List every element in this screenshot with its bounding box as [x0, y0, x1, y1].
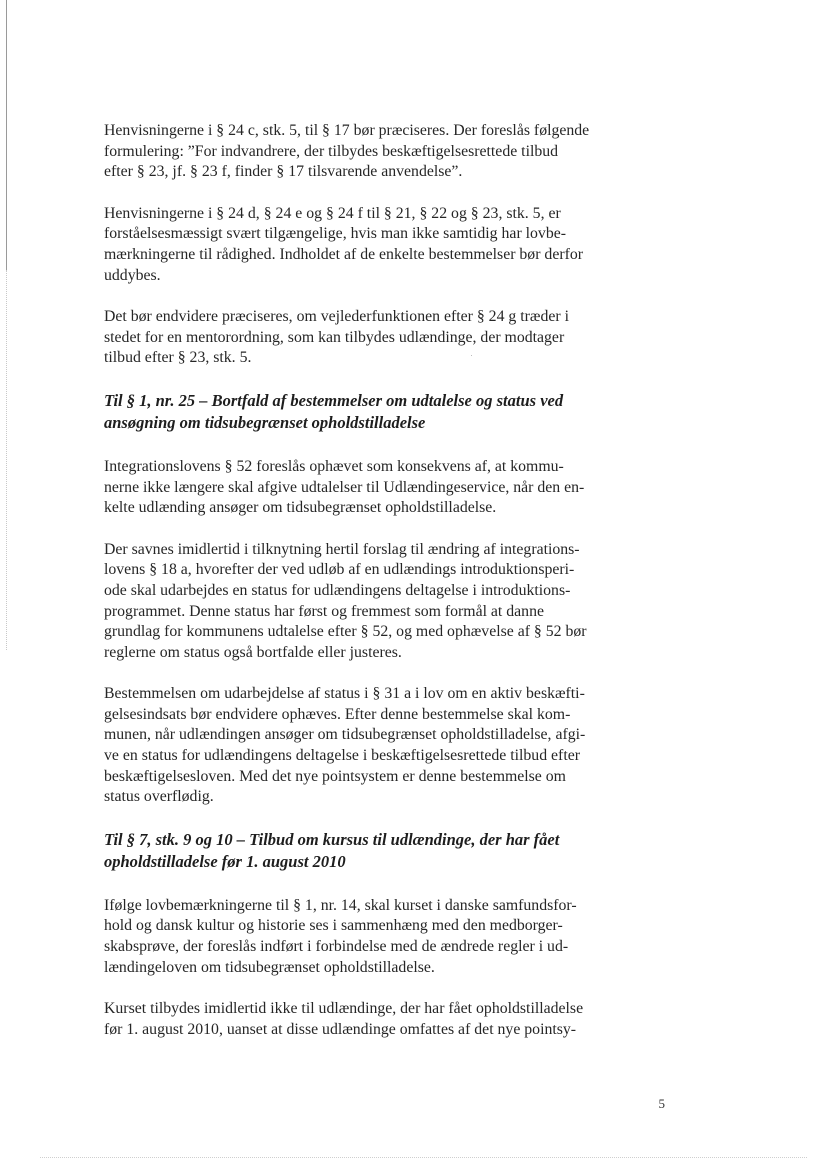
- paragraph: [104, 457, 624, 519]
- scan-edge-line: [6, 0, 7, 270]
- paragraph: [104, 204, 624, 286]
- text-line: status overflødig.: [104, 788, 214, 806]
- text-line: beskæftigelsesloven. Med det nye pointsystem er denne bestemmelse om: [104, 767, 566, 785]
- paragraph: [104, 684, 624, 808]
- text-line: forståelsesmæssigt svært tilgængelige, hvis man ikke samtidig har lovbe-: [104, 225, 567, 243]
- text-line: lændingeloven om tidsubegrænset opholdstilladelse.: [104, 958, 435, 976]
- text-line: mærkningerne til rådighed. Indholdet af de enkelte bestemmelser bør derfor: [104, 245, 584, 263]
- text-line: reglerne om status også bortfalde eller justeres.: [104, 643, 402, 661]
- text-line: før 1. august 2010, uanset at disse udlændinge omfattes af det nye pointsy-: [104, 1020, 577, 1038]
- text-line: Det bør endvidere præciseres, om vejlederfunktionen efter § 24 g træder i: [104, 308, 569, 326]
- text-line: tilbud efter § 23, stk. 5.: [104, 349, 252, 367]
- paragraph: [104, 540, 624, 664]
- text-line: lovens § 18 a, hvorefter der ved udløb af en udlændings introduktionsperi-: [104, 561, 575, 579]
- paragraph: [104, 121, 624, 183]
- heading-line: Til § 1, nr. 25 – Bortfald af bestemmelser om udtalelse og status ved: [104, 390, 564, 410]
- text-line: Henvisningerne i § 24 c, stk. 5, til § 17 bør præciseres. Der foreslås følgende: [104, 122, 590, 139]
- document-body: [104, 121, 624, 1061]
- text-line: munen, når udlændingen ansøger om tidsubegrænset opholdstilladelse, afgi-: [104, 726, 586, 744]
- text-line: gelsesindsats bør endvidere ophæves. Efter denne bestemmelse skal kom-: [104, 705, 571, 723]
- page-number: 5: [658, 1096, 665, 1111]
- heading-line: opholdstilladelse før 1. august 2010: [104, 851, 346, 871]
- scan-bottom-dots: [40, 1157, 807, 1159]
- text-line: Ifølge lovbemærkningerne til § 1, nr. 14, skal kurset i danske samfundsfor-: [104, 896, 577, 914]
- text-line: Henvisningerne i § 24 d, § 24 e og § 24 f til § 21, § 22 og § 23, stk. 5, er: [104, 204, 561, 222]
- text-line: formulering: ”For indvandrere, der tilbydes beskæftigelsesrettede tilbud: [104, 142, 559, 160]
- text-line: uddybes.: [104, 266, 161, 284]
- text-line: Kurset tilbydes imidlertid ikke til udlændinge, der har fået opholdstilladelse: [104, 1000, 584, 1018]
- paragraph: [104, 999, 624, 1040]
- text-line: efter § 23, jf. § 23 f, finder § 17 tilsvarende anvendelse”.: [104, 163, 463, 181]
- text-line: kelte udlænding ansøger om tidsubegrænset opholdstilladelse.: [104, 499, 497, 517]
- text-line: programmet. Denne status har først og fremmest som formål at danne: [104, 602, 544, 620]
- heading-line: Til § 7, stk. 9 og 10 – Tilbud om kursus til udlændinge, der har fået: [104, 829, 560, 849]
- text-line: skabsprøve, der foreslås indført i forbindelse med de ændrede regler i ud-: [104, 938, 569, 956]
- text-line: nerne ikke længere skal afgive udtalelser til Udlændingeservice, når den en-: [104, 478, 585, 496]
- section-heading: [104, 829, 624, 873]
- paragraph: [104, 896, 624, 978]
- text-line: Bestemmelsen om udarbejdelse af status i § 31 a i lov om en aktiv beskæfti-: [104, 685, 585, 703]
- paragraph: [104, 307, 624, 369]
- text-line: grundlag for kommunens udtalelse efter § 52, og med ophævelse af § 52 bør: [104, 623, 587, 641]
- text-line: ve en status for udlændingens deltagelse i beskæftigelsesrettede tilbud efter: [104, 747, 580, 765]
- text-line: hold og dansk kultur og historie ses i sammenhæng med den medborger-: [104, 917, 563, 935]
- text-line: Der savnes imidlertid i tilknytning hertil forslag til ændring af integrations-: [104, 540, 580, 558]
- scan-edge-dots: [6, 270, 8, 650]
- section-heading: [104, 390, 624, 434]
- text-line: Integrationslovens § 52 foreslås ophævet som konsekvens af, at kommu-: [104, 457, 564, 475]
- text-line: stedet for en mentorordning, som kan tilbydes udlændinge, der modtager: [104, 328, 565, 346]
- heading-line: ansøgning om tidsubegrænset opholdstilladelse: [104, 412, 426, 432]
- text-line: ode skal udarbejdes en status for udlændingens deltagelse i introduktions-: [104, 581, 571, 599]
